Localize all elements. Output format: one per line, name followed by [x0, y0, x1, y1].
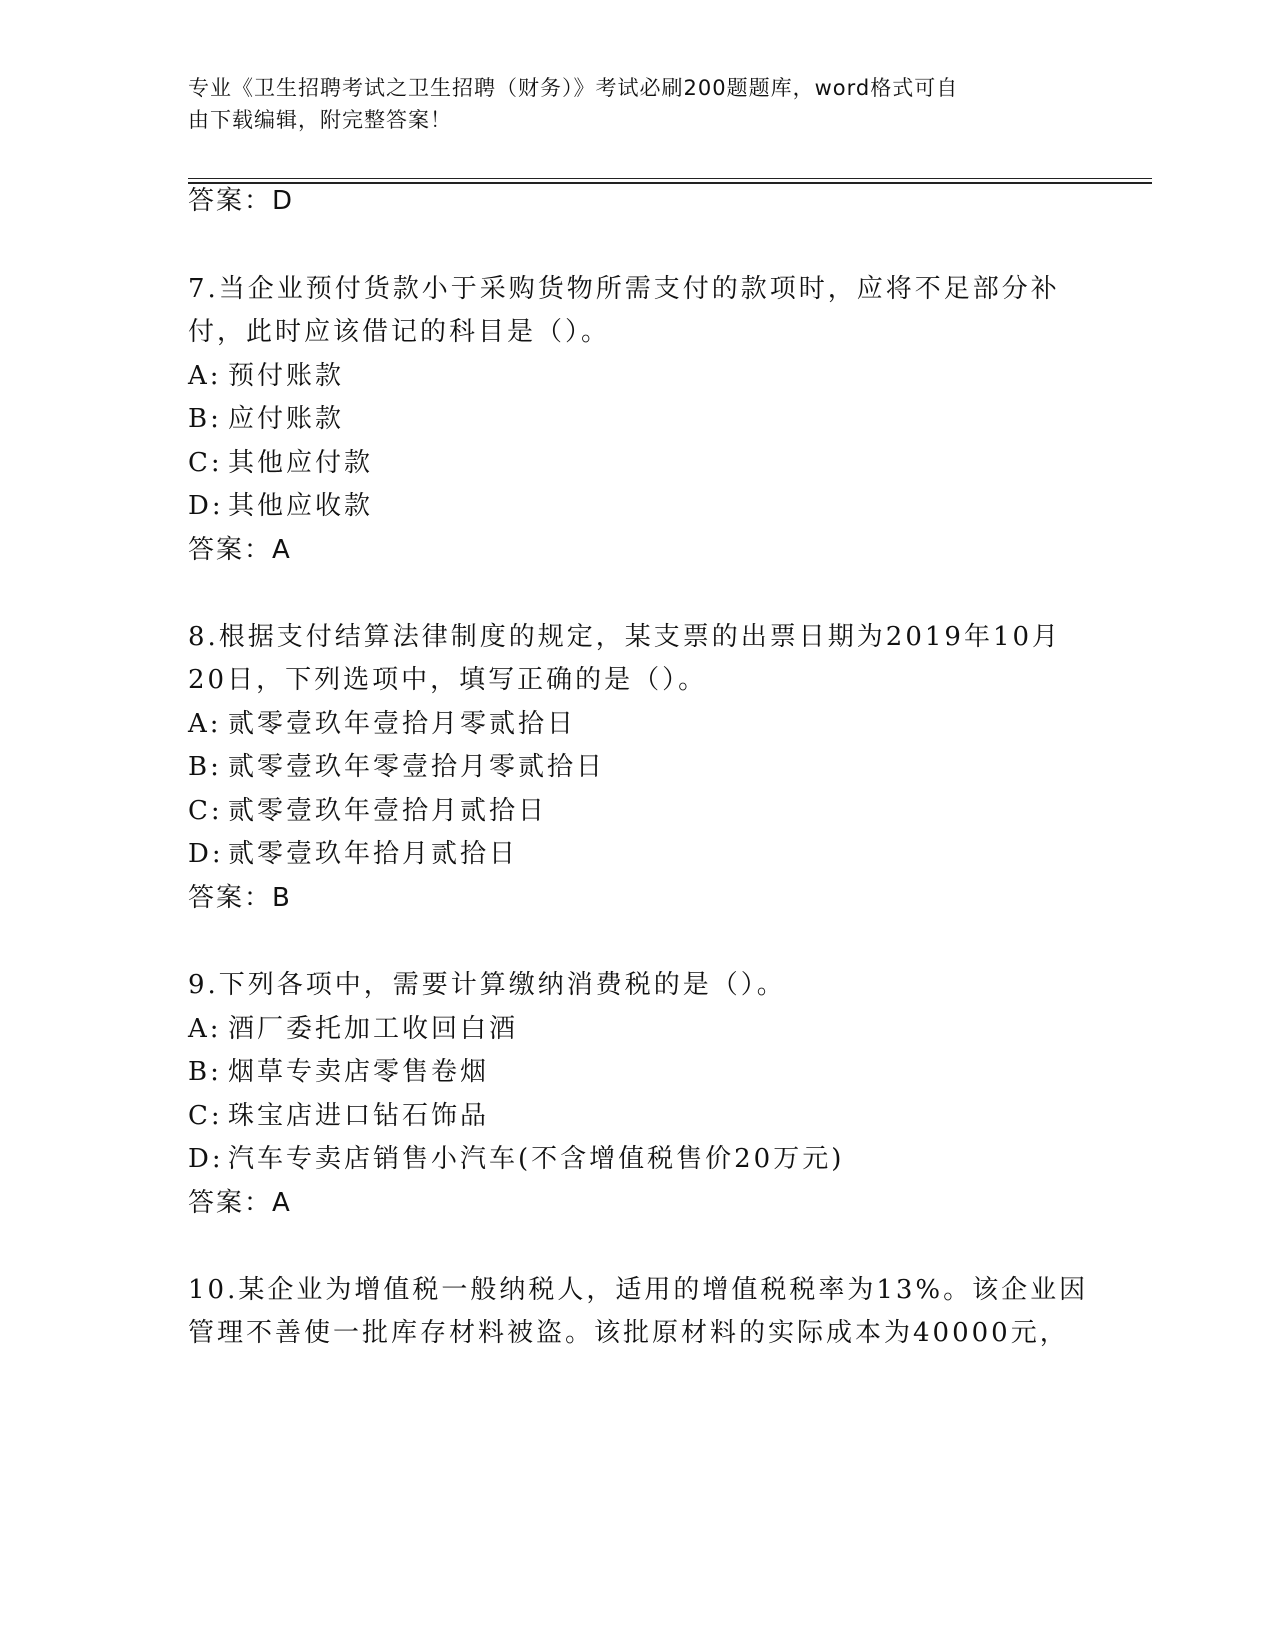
question-stem-line-1: 9.下列各项中，需要计算缴纳消费税的是（）。 [188, 970, 786, 1000]
option-d [188, 489, 373, 523]
document-header [188, 72, 1068, 136]
header-divider-thin [188, 178, 1152, 179]
option-text: 珠宝店进口钻石饰品 [228, 1101, 490, 1131]
option-letter: A: [188, 709, 222, 739]
option-letter: B: [188, 1057, 222, 1087]
option-letter: A: [188, 361, 222, 391]
option-text: 贰零壹玖年壹拾月贰拾日 [228, 796, 548, 826]
option-letter: C: [188, 1101, 223, 1131]
question-stem-line-2: 付，此时应该借记的科目是（）。 [188, 317, 611, 347]
option-text: 贰零壹玖年零壹拾月零贰拾日 [228, 752, 606, 782]
option-text: 烟草专卖店零售卷烟 [228, 1057, 490, 1087]
option-text: 其他应收款 [228, 491, 374, 521]
option-c [188, 1099, 489, 1133]
question-stem-line-1: 8.根据支付结算法律制度的规定，某支票的出票日期为2019年10月 [188, 622, 1062, 652]
question-stem-line-2: 20日，下列选项中，填写正确的是（）。 [188, 665, 708, 695]
option-text: 其他应付款 [228, 448, 374, 478]
option-c [188, 794, 547, 828]
option-text: 预付账款 [228, 361, 345, 391]
answer: 答案：A [188, 1188, 292, 1218]
option-letter: C: [188, 796, 223, 826]
option-c [188, 446, 373, 480]
option-letter: A: [188, 1014, 222, 1044]
option-b [188, 1055, 489, 1089]
option-text: 应付账款 [228, 404, 345, 434]
option-a [188, 1012, 518, 1046]
answer: 答案：A [188, 535, 292, 565]
option-text: 贰零壹玖年拾月贰拾日 [228, 839, 519, 869]
option-a [188, 359, 344, 393]
option-letter: B: [188, 752, 222, 782]
option-a [188, 707, 576, 741]
header-divider-thick [188, 182, 1152, 184]
option-letter: B: [188, 404, 222, 434]
option-text: 酒厂委托加工收回白酒 [228, 1014, 519, 1044]
header-line-1: 专业《卫生招聘考试之卫生招聘（财务）》考试必刷200题题库，word格式可自 [188, 76, 959, 100]
option-b [188, 750, 605, 784]
option-b [188, 402, 344, 436]
option-letter: D: [188, 1144, 224, 1174]
header-line-2: 由下载编辑，附完整答案！ [188, 108, 452, 132]
option-letter: D: [188, 491, 224, 521]
option-text: 汽车专卖店销售小汽车(不含增值税售价20万元) [228, 1144, 845, 1174]
question-stem-line-1: 7.当企业预付货款小于采购货物所需支付的款项时，应将不足部分补 [188, 274, 1060, 304]
question-stem-line-1: 10.某企业为增值税一般纳税人，适用的增值税税率为13%。该企业因 [188, 1275, 1089, 1305]
option-letter: D: [188, 839, 224, 869]
option-d [188, 1142, 844, 1176]
option-letter: C: [188, 448, 223, 478]
previous-answer: 答案：D [188, 186, 295, 216]
option-d [188, 837, 518, 871]
option-text: 贰零壹玖年壹拾月零贰拾日 [228, 709, 577, 739]
answer: 答案：B [188, 883, 292, 913]
question-stem-line-2: 管理不善使一批库存材料被盗。该批原材料的实际成本为40000元， [188, 1318, 1069, 1348]
